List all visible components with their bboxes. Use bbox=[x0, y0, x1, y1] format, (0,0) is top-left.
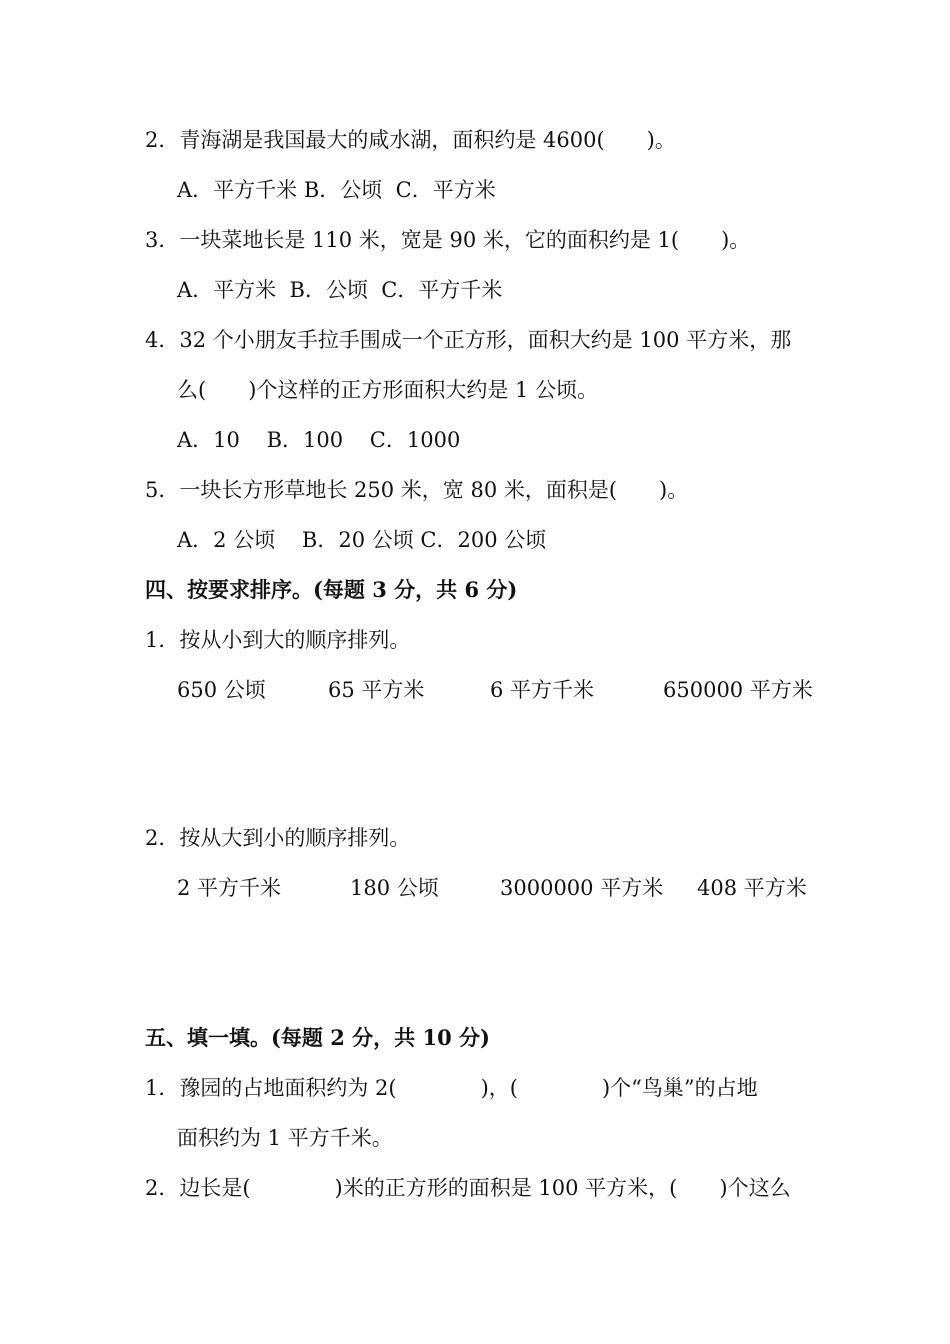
question-5-text: 5．一块长方形草地长 250 米，宽 80 米，面积是( )。 bbox=[145, 478, 689, 502]
sort-value: 65 平方米 bbox=[328, 678, 425, 702]
section-4-question-1-text: 1．按从小到大的顺序排列。 bbox=[145, 628, 411, 652]
section-5-question-1-text: 1．豫园的占地面积约为 2( )，( )个“鸟巢”的占地 bbox=[145, 1076, 758, 1100]
section-5-question-2-text: 2．边长是( )米的正方形的面积是 100 平方米，( )个这么 bbox=[145, 1176, 791, 1200]
question-3-text: 3．一块菜地长是 110 米，宽是 90 米，它的面积约是 1( )。 bbox=[145, 228, 751, 252]
question-4-options: A．10 B．100 C．1000 bbox=[177, 428, 461, 452]
question-4-text: 4．32 个小朋友手拉手围成一个正方形，面积大约是 100 平方米，那 bbox=[145, 328, 792, 352]
sort-value: 408 平方米 bbox=[697, 876, 807, 900]
sort-value: 650000 平方米 bbox=[663, 678, 813, 702]
question-5-options: A．2 公顷 B．20 公顷 C．200 公顷 bbox=[177, 528, 547, 552]
sort-value: 6 平方千米 bbox=[490, 678, 595, 702]
question-4-text-continued: 么( )个这样的正方形面积大约是 1 公顷。 bbox=[177, 378, 599, 402]
sort-value: 180 公顷 bbox=[350, 876, 439, 900]
question-2-text: 2．青海湖是我国最大的咸水湖，面积约是 4600( )。 bbox=[145, 128, 676, 152]
question-2-options: A．平方千米 B．公顷 C．平方米 bbox=[177, 178, 496, 202]
section-5-question-1-text-continued: 面积约为 1 平方千米。 bbox=[177, 1126, 393, 1150]
question-3-options: A．平方米 B．公顷 C．平方千米 bbox=[177, 278, 503, 302]
section-4-question-2-text: 2．按从大到小的顺序排列。 bbox=[145, 826, 411, 850]
section-5-title: 五、填一填。(每题 2 分，共 10 分) bbox=[145, 1025, 490, 1050]
sort-value: 3000000 平方米 bbox=[500, 876, 664, 900]
sort-value: 650 公顷 bbox=[177, 678, 266, 702]
section-4-title: 四、按要求排序。(每题 3 分，共 6 分) bbox=[145, 577, 518, 602]
sort-value: 2 平方千米 bbox=[177, 876, 282, 900]
